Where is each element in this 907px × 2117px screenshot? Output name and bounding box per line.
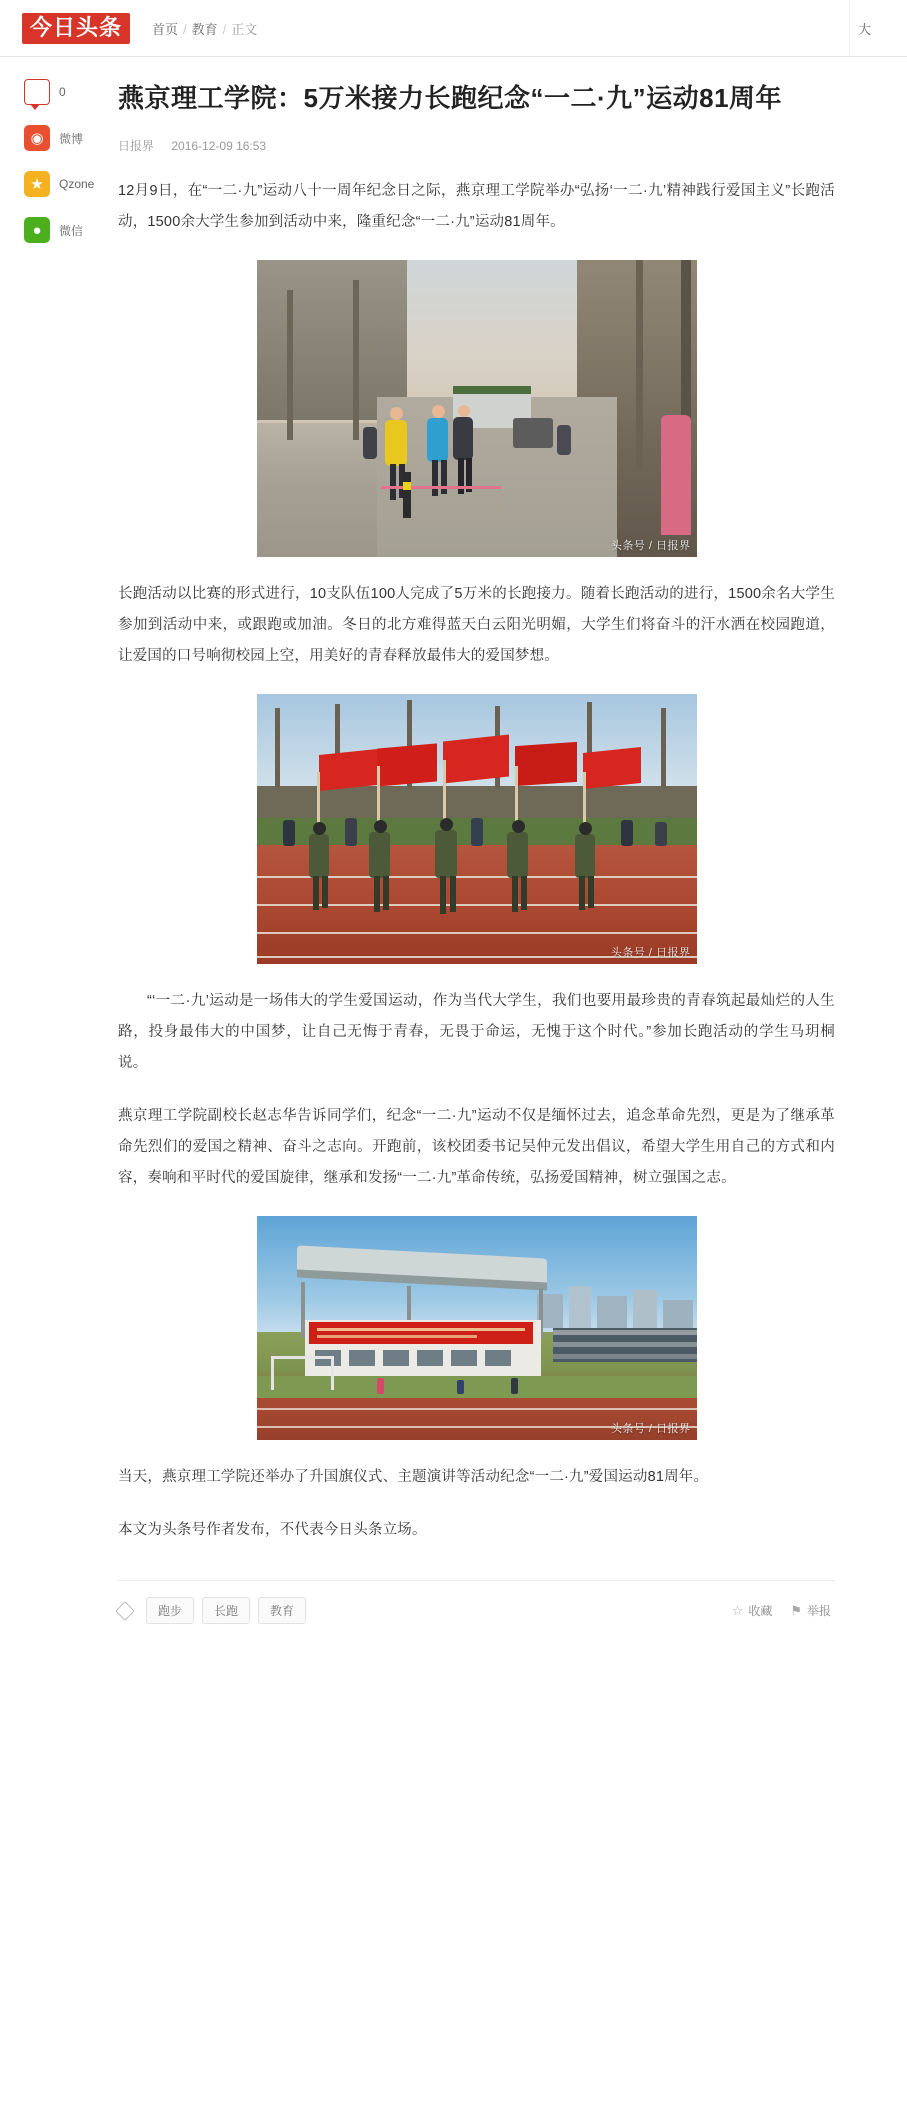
breadcrumb — [152, 19, 257, 38]
paragraph-2: 长跑活动以比赛的形式进行，10支队伍100人完成了5万米的长跑接力。随着长跑活动的进行，1500余名大学生参加到活动中来，或跟跑或加油。冬日的北方难得蓝天白云阳光明媚，大学生们将奋斗的汗水洒在校园跑道，让爱国的口号响彻校园上空，用美好的青春释放最伟大的爱国梦想。 — [118, 586, 835, 664]
content-wrap — [0, 57, 907, 1642]
tag-item-longrun[interactable]: 长跑 — [202, 1597, 250, 1624]
share-label-qzone: Qzone — [59, 177, 95, 191]
share-item-wechat[interactable] — [24, 217, 118, 243]
breadcrumb-item-education[interactable]: 教育 — [191, 21, 218, 37]
paragraph-4: 燕京理工学院副校长赵志华告诉同学们，纪念“一二·九”运动不仅是缅怀过去，追念革命先烈，更是为了继承革命先烈们的爱国之精神、奋斗之志向。开跑前，该校团委书记吴仲元发出倡议，希望大学生用自己的方式和内容，奏响和平时代的爱国旋律，继承和发扬“一二·九”革命传统，弘扬爱国精神，树立强国之志。 — [118, 1108, 835, 1186]
weibo-icon: ◉ — [24, 125, 50, 151]
figure-2 — [118, 694, 835, 964]
site-logo[interactable]: 今日头条 — [22, 13, 130, 44]
figure-1 — [118, 260, 835, 557]
flag-icon: ⚑ — [790, 1602, 802, 1618]
wechat-icon: ● — [24, 217, 50, 243]
share-label-weibo: 微博 — [59, 131, 84, 146]
share-item-weibo[interactable] — [24, 125, 118, 151]
favorite-button[interactable] — [732, 1602, 773, 1619]
font-size-control[interactable]: 大 — [849, 0, 907, 57]
breadcrumb-separator: / — [183, 21, 187, 37]
page-title: 燕京理工学院：5万米接力长跑纪念“一二·九”运动81周年 — [118, 83, 783, 113]
site-header — [0, 0, 907, 57]
article-body — [118, 65, 863, 1642]
share-item-comment[interactable] — [24, 79, 118, 105]
photo-runners[interactable] — [257, 260, 697, 557]
tag-icon — [118, 1604, 134, 1618]
breadcrumb-item-current: 正文 — [231, 21, 258, 37]
report-button[interactable] — [790, 1602, 831, 1619]
paragraph-6: 本文为头条号作者发布，不代表今日头条立场。 — [118, 1522, 427, 1538]
tag-list — [146, 1597, 732, 1624]
qzone-icon: ★ — [24, 171, 50, 197]
paragraph-1: 12月9日，在“一二·九”运动八十一周年纪念日之际，燕京理工学院举办“弘扬‘一二·九’精神践行爱国主义”长跑活动，1500余大学生参加到活动中来，隆重纪念“一二·九”运动81周年。 — [118, 183, 835, 230]
share-sidebar — [0, 65, 118, 1642]
figure-3 — [118, 1216, 835, 1440]
article-source: 日报界 — [118, 139, 155, 153]
image-watermark: 头条号 / 日报界 — [610, 947, 691, 959]
article-time: 2016-12-09 16:53 — [171, 139, 267, 153]
breadcrumb-item-home[interactable]: 首页 — [152, 21, 179, 37]
share-item-qzone[interactable] — [24, 171, 118, 197]
image-watermark: 头条号 / 日报界 — [610, 540, 691, 552]
photo-flag-team[interactable] — [257, 694, 697, 964]
share-label-wechat: 微信 — [59, 223, 84, 238]
photo-stadium[interactable] — [257, 1216, 697, 1440]
action-list — [732, 1602, 835, 1619]
image-watermark: 头条号 / 日报界 — [610, 1423, 691, 1435]
favorite-label: 收藏 — [748, 1604, 773, 1618]
breadcrumb-separator: / — [222, 21, 227, 37]
star-icon: ☆ — [731, 1602, 744, 1618]
comment-count: 0 — [59, 85, 66, 99]
article-footer — [118, 1580, 835, 1642]
paragraph-5: 当天，燕京理工学院还举办了升国旗仪式、主题演讲等活动纪念“一二·九”爱国运动81周年。 — [118, 1469, 709, 1485]
report-label: 举报 — [806, 1604, 831, 1618]
paragraph-3: “‘一二·九’运动是一场伟大的学生爱国运动，作为当代大学生，我们也要用最珍贵的青春筑起最灿烂的人生路，投身最伟大的中国梦，让自己无悔于青春，无畏于命运，无愧于这个时代。”参加长跑活动的学生马玥桐说。 — [118, 993, 835, 1071]
article-meta — [118, 137, 835, 154]
comment-icon — [24, 79, 50, 105]
tag-item-education[interactable]: 教育 — [258, 1597, 306, 1624]
tag-item-running[interactable]: 跑步 — [146, 1597, 194, 1624]
